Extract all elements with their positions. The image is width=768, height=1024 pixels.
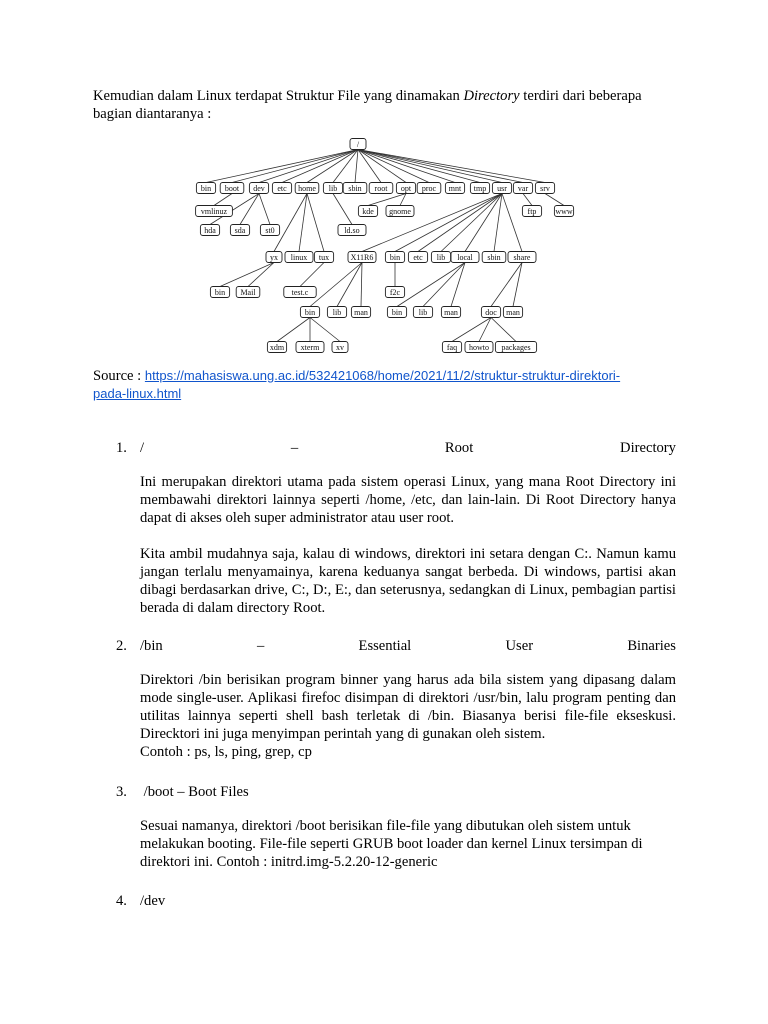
tree-node-xterm (296, 342, 324, 353)
list-item-boot (116, 783, 676, 871)
item-number: 2. (116, 638, 127, 654)
tree-edge (362, 194, 502, 252)
item-heading (116, 439, 676, 457)
source-link[interactable]: https://mahasiswa.ung.ac.id/532421068/home/2021/11/2/struktur-struktur-direktori- pada-linux.html (93, 368, 621, 401)
tree-node-etc (408, 252, 427, 263)
tree-edge (277, 318, 310, 342)
svg-text:etc: etc (413, 252, 423, 262)
tree-edge (240, 194, 259, 225)
tree-edge (395, 194, 502, 252)
tree-node-man (503, 307, 522, 318)
tree-edge (545, 194, 564, 206)
tree-node-boot (220, 183, 244, 194)
svg-text:bin: bin (391, 307, 403, 317)
tree-edge (441, 194, 502, 252)
item-paragraph: Sesuai namanya, direktori /boot berisikan file-file yang dibutukan oleh sistem untuk melakukan booting. File-file seperti GRUB boot loader dan kernel Linux tersimpan di direktori ini. Contoh : initrd.img-5.2.20-12-generic (140, 818, 643, 870)
tree-node-share (508, 252, 536, 263)
tree-node-packages (495, 342, 536, 353)
tree-edge (206, 150, 358, 183)
svg-text:hda: hda (204, 225, 216, 235)
svg-text:bin: bin (304, 307, 316, 317)
svg-text:gnome: gnome (389, 206, 411, 216)
tree-edge (214, 194, 232, 206)
svg-text:opt: opt (400, 183, 412, 193)
tree-edge (310, 318, 340, 342)
svg-text:sbin: sbin (348, 183, 362, 193)
tree-node-faq (442, 342, 461, 353)
svg-text:lib: lib (332, 307, 342, 317)
intro-paragraph (93, 87, 681, 123)
tree-node-bin (300, 307, 319, 318)
svg-text:lib: lib (418, 307, 428, 317)
tree-edge (361, 263, 362, 307)
svg-text:kde: kde (362, 206, 374, 216)
tree-node-etc (272, 183, 291, 194)
list-item-dev (116, 892, 676, 910)
tree-node-ld-so (338, 225, 366, 236)
svg-text:test.c: test.c (291, 287, 309, 297)
tree-node-lib (327, 307, 346, 318)
tree-node-xdm (267, 342, 286, 353)
tree-node-sda (230, 225, 249, 236)
tree-node-proc (417, 183, 441, 194)
tree-node-usr (492, 183, 511, 194)
tree-edge (494, 194, 502, 252)
tree-node-howto (465, 342, 493, 353)
svg-text:Mail: Mail (240, 287, 256, 297)
item-title: /boot – Boot Files (140, 784, 249, 800)
item-paragraph: Direktori /bin berisikan program binner yang harus ada bila sistem yang dipasang dalam mode single-user. Aplikasi firefoc disimpan di direktori /usr/bin, lalu program penting dan utilitas lainnya seperti shell bash terletak di /bin. Biasanya berisi file-file ekseskusi. Direcktori ini juga menyimpan perintah yang di gunakan oleh sistem. (140, 672, 676, 742)
intro-text-2: terdiri dari beberapa bagian diantaranya : (93, 88, 642, 122)
tree-edge (502, 194, 522, 252)
svg-text:bin: bin (200, 183, 212, 193)
tree-node-lib (431, 252, 450, 263)
tree-node-tux (314, 252, 333, 263)
tree-node-www (554, 206, 573, 217)
svg-text:mnt: mnt (448, 183, 462, 193)
tree-edge (299, 194, 307, 252)
item-number: 3. (116, 784, 127, 800)
list-item-root (116, 439, 676, 617)
tree-edge (259, 194, 270, 225)
tree-edge (307, 194, 324, 252)
item-title: /dev (140, 893, 166, 909)
tree-node-var (513, 183, 532, 194)
svg-text:vmlinuz: vmlinuz (200, 206, 228, 216)
tree-node-opt (396, 183, 415, 194)
tree-edge (300, 263, 324, 287)
svg-text:etc: etc (277, 183, 287, 193)
svg-text:boot: boot (224, 183, 240, 193)
tree-edge (274, 194, 307, 252)
svg-text:packages: packages (501, 342, 531, 352)
tree-node-linux (285, 252, 313, 263)
tree-node-bin (387, 307, 406, 318)
tree-node-sbin (343, 183, 367, 194)
svg-text:tux: tux (318, 252, 330, 262)
tree-node-tmp (470, 183, 489, 194)
tree-node-lib (413, 307, 432, 318)
tree-node-local (451, 252, 479, 263)
svg-text:X11R6: X11R6 (350, 252, 374, 262)
svg-text:sbin: sbin (487, 252, 501, 262)
svg-text:ftp: ftp (527, 206, 537, 216)
item-title: /bin – Essential User Binaries (140, 638, 676, 654)
svg-text:lib: lib (328, 183, 338, 193)
svg-text:root: root (374, 183, 388, 193)
item-heading (116, 783, 676, 801)
item-heading (116, 892, 676, 910)
tree-edge (220, 263, 274, 287)
tree-node-- (350, 139, 366, 150)
tree-edge (423, 263, 465, 307)
tree-edge (307, 150, 358, 183)
tree-node-doc (481, 307, 500, 318)
item-title: / – Root Directory (140, 440, 676, 456)
tree-edge (358, 150, 545, 183)
svg-text:st0: st0 (265, 225, 275, 235)
tree-node-hda (200, 225, 219, 236)
source-label: Source : (93, 368, 145, 384)
svg-text:doc: doc (485, 307, 497, 317)
tree-node-mail (236, 287, 260, 298)
tree-edge (232, 150, 358, 183)
svg-text:xterm: xterm (300, 342, 320, 352)
directory-tree-svg (190, 128, 580, 360)
intro-text-1: Kemudian dalam Linux terdapat Struktur File yang dinamakan (93, 88, 464, 104)
tree-node-x11r6 (348, 252, 376, 263)
tree-edge (451, 263, 465, 307)
svg-text:man: man (354, 307, 368, 317)
svg-text:bin: bin (389, 252, 401, 262)
svg-text:/: / (356, 139, 360, 149)
svg-text:srv: srv (540, 183, 550, 193)
svg-text:local: local (457, 252, 473, 262)
item-number: 4. (116, 893, 127, 909)
tree-edge (491, 318, 516, 342)
intro-directory-term: Directory (463, 88, 520, 104)
tree-node-bin (210, 287, 229, 298)
tree-node-f2c (385, 287, 404, 298)
svg-text:bin: bin (214, 287, 226, 297)
svg-text:howto: howto (469, 342, 489, 352)
list-item-bin (116, 637, 676, 761)
svg-text:faq: faq (446, 342, 458, 352)
tree-edge (355, 150, 358, 183)
tree-edge (465, 194, 502, 252)
tree-edge (358, 150, 502, 183)
svg-text:f2c: f2c (389, 287, 401, 297)
svg-text:home: home (298, 183, 316, 193)
tree-node-test-c (284, 287, 316, 298)
svg-text:lib: lib (436, 252, 446, 262)
item-paragraph: Ini merupakan direktori utama pada sistem operasi Linux, yang mana Root Directory ini membawahi direktori lainnya seperti /home, /etc, dan lain-lain. Di Root Directory hanya dapat di akses oleh super administrator atau user root. (140, 474, 676, 526)
tree-node-dev (249, 183, 268, 194)
tree-node-kde (358, 206, 377, 217)
tree-node-yx (266, 252, 282, 263)
tree-edge (248, 263, 274, 287)
tree-node-man (441, 307, 460, 318)
source-line (93, 367, 683, 403)
tree-node-sbin (482, 252, 506, 263)
svg-text:www: www (555, 206, 573, 216)
svg-text:linux: linux (290, 252, 308, 262)
tree-node-st0 (260, 225, 279, 236)
tree-node-man (351, 307, 370, 318)
svg-text:man: man (444, 307, 458, 317)
tree-node-gnome (386, 206, 414, 217)
directory-tree-diagram (190, 128, 580, 360)
tree-node-srv (535, 183, 554, 194)
tree-edge (333, 194, 352, 225)
item-heading (116, 637, 676, 655)
tree-node-vmlinuz (196, 206, 233, 217)
tree-node-ftp (522, 206, 541, 217)
item-number: 1. (116, 440, 127, 456)
tree-edge (259, 150, 358, 183)
svg-text:var: var (517, 183, 529, 193)
svg-text:xv: xv (336, 342, 344, 352)
tree-node-bin (385, 252, 404, 263)
item-paragraph: Contoh : ps, ls, ping, grep, cp (140, 744, 312, 760)
svg-text:yx: yx (270, 252, 278, 262)
svg-text:xdm: xdm (269, 342, 285, 352)
svg-text:usr: usr (497, 183, 507, 193)
tree-node-bin (196, 183, 215, 194)
svg-text:dev: dev (253, 183, 265, 193)
svg-text:share: share (513, 252, 531, 262)
tree-edge (368, 194, 406, 206)
svg-text:ld.so: ld.so (344, 225, 360, 235)
tree-node-home (295, 183, 319, 194)
tree-node-root (369, 183, 393, 194)
tree-node-xv (332, 342, 348, 353)
tree-edge (337, 263, 362, 307)
tree-edge (418, 194, 502, 252)
tree-edge (523, 194, 532, 206)
tree-node-lib (323, 183, 342, 194)
svg-text:proc: proc (421, 183, 437, 193)
tree-edge (397, 263, 465, 307)
tree-edge (282, 150, 358, 183)
item-paragraph: Kita ambil mudahnya saja, kalau di windows, direktori ini setara dengan C:. Namun kamu jangan terlalu menyamainya, karena keduanya sangat berbeda. Di windows, partisi akan dibagi berdasarkan drive, C:, D:, E:, dan seterusnya, sedangkan di Linux, pembagian partisi berada di dalam directory Root. (140, 546, 676, 616)
tree-node-mnt (445, 183, 464, 194)
svg-text:sda: sda (234, 225, 246, 235)
svg-text:man: man (506, 307, 520, 317)
svg-text:tmp: tmp (473, 183, 487, 193)
